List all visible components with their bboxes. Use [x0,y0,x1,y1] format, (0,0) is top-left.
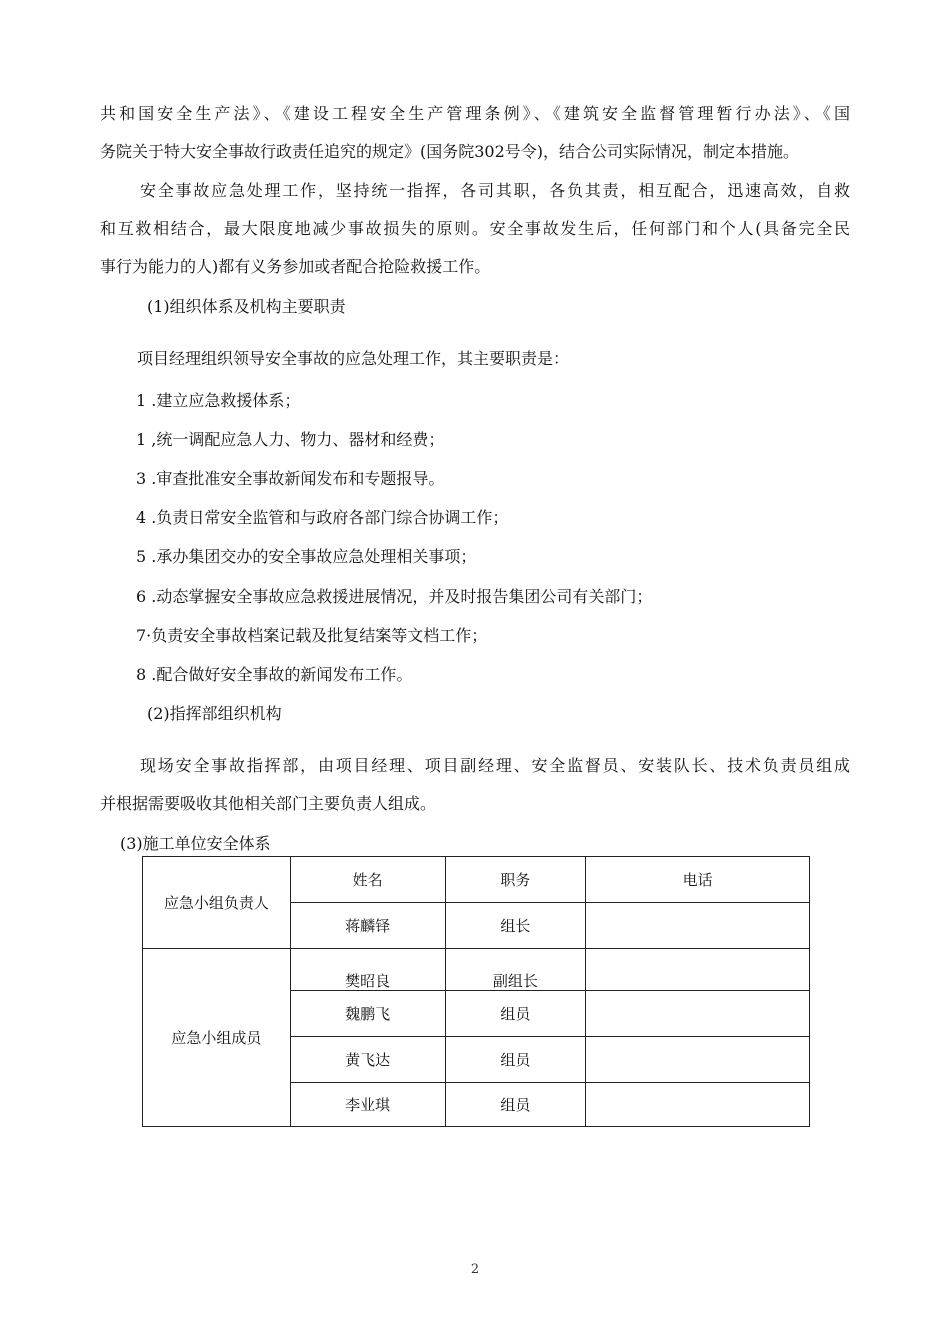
leader-name: 蒋麟铎 [290,903,445,949]
leader-group-cell: 应急小组负责人 [143,857,291,949]
safety-roster-table [142,856,810,1127]
header-role: 职务 [445,857,586,903]
member-name: 樊昭良 [290,949,445,991]
member-role: 组员 [445,1083,586,1127]
list-item: 1 .建立应急救援体系； [136,391,301,410]
list-item: 3 .审查批准安全事故新闻发布和专题报导。 [136,469,445,488]
member-phone [586,1083,810,1127]
principle-line-2: 和互救相结合，最大限度地减少事故损失的原则。安全事故发生后，任何部门和个人(具备完全民 [100,219,850,238]
principle-line-1: 安全事故应急处理工作，坚持统一指挥，各司其职，各负其责，相互配合，迅速高效，自救 [140,181,850,200]
table-row [143,949,810,991]
list-item: 8 .配合做好安全事故的新闻发布工作。 [136,665,413,684]
section1-heading: (1)组织体系及机构主要职责 [147,297,346,316]
list-item: 6 .动态掌握安全事故应急救援进展情况，并及时报告集团公司有关部门； [136,587,653,606]
member-name: 李业琪 [290,1083,445,1127]
leader-role: 组长 [445,903,586,949]
section1-lead: 项目经理组织领导安全事故的应急处理工作，其主要职责是： [137,349,570,368]
header-phone: 电话 [586,857,810,903]
list-item: 4 .负责日常安全监管和与政府各部门综合协调工作； [136,508,509,527]
member-role: 副组长 [445,949,586,991]
section2-line-1: 现场安全事故指挥部，由项目经理、项目副经理、安全监督员、安装队长、技术负责员组成 [140,756,850,775]
list-item: 5 .承办集团交办的安全事故应急处理相关事项； [136,547,477,566]
page-number: 2 [470,1262,480,1277]
member-role: 组员 [445,1037,586,1083]
section3-heading: (3)施工单位安全体系 [120,834,271,853]
member-phone [586,991,810,1037]
list-item: 7·负责安全事故档案记载及批复结案等文档工作； [136,626,488,645]
member-name: 黄飞达 [290,1037,445,1083]
member-phone [586,1037,810,1083]
intro-line-1: 共和国安全生产法》、《建设工程安全生产管理条例》、《建筑安全监督管理暂行办法》、《国 [100,104,850,123]
header-name: 姓名 [290,857,445,903]
principle-line-3: 事行为能力的人)都有义务参加或者配合抢险救援工作。 [100,257,491,276]
section2-heading: (2)指挥部组织机构 [147,704,282,723]
member-group-cell: 应急小组成员 [143,949,291,1127]
member-phone [586,949,810,991]
table-row [143,857,810,903]
intro-line-2: 务院关于特大安全事故行政责任追究的规定》(国务院302号令)，结合公司实际情况，制定本措施。 [100,142,800,161]
member-name: 魏鹏飞 [290,991,445,1037]
member-role: 组员 [445,991,586,1037]
section2-line-2: 并根据需要吸收其他相关部门主要负责人组成。 [100,794,437,813]
list-item: 1 ,统一调配应急人力、物力、器材和经费； [136,430,445,449]
leader-phone [586,903,810,949]
